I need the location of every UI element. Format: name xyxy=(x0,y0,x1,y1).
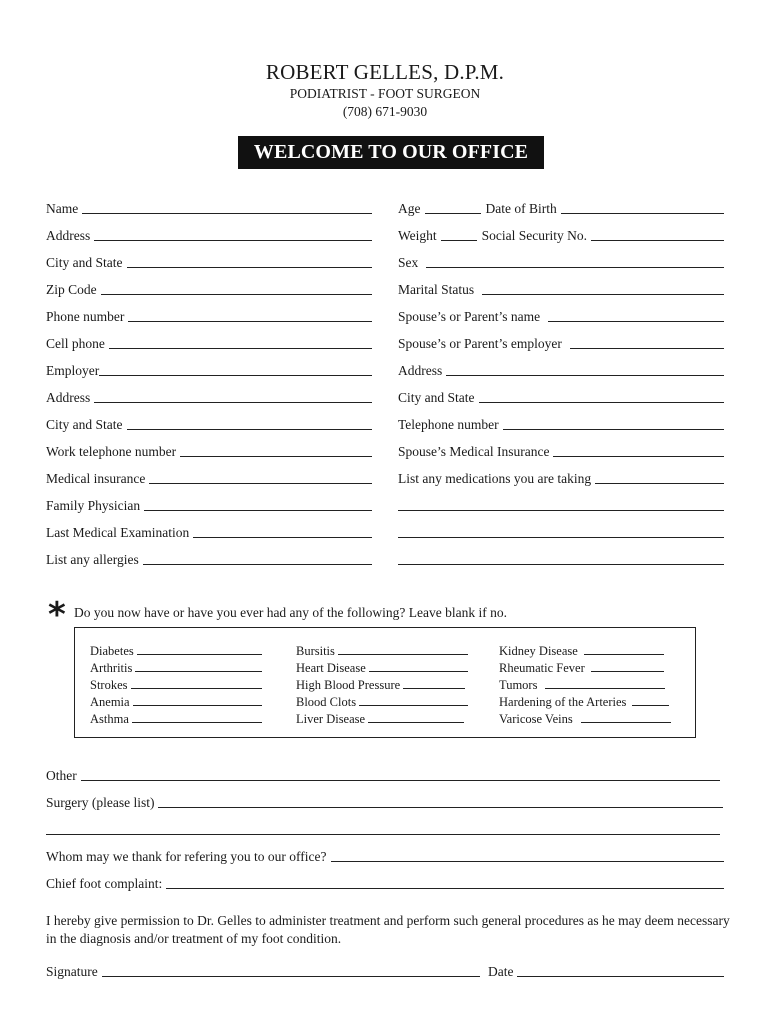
condition-line[interactable] xyxy=(403,687,465,689)
field-surgery[interactable] xyxy=(46,794,723,811)
condition-hardening-arteries[interactable] xyxy=(499,694,669,709)
field-zip[interactable] xyxy=(46,281,372,298)
condition-rheumatic-fever[interactable] xyxy=(499,660,664,675)
condition-label: Diabetes xyxy=(90,644,134,658)
field-spouse-insurance[interactable] xyxy=(398,443,724,460)
field-medications[interactable] xyxy=(398,470,724,487)
field-line[interactable] xyxy=(398,509,724,511)
field-medications-line-3[interactable] xyxy=(398,524,724,541)
field-employer[interactable] xyxy=(46,362,372,379)
field-allergies[interactable] xyxy=(46,551,372,568)
field-employer-address[interactable] xyxy=(46,389,372,406)
condition-asthma[interactable] xyxy=(90,711,262,726)
field-line[interactable] xyxy=(503,428,724,430)
condition-bursitis[interactable] xyxy=(296,643,468,658)
field-spouse-employer[interactable] xyxy=(398,335,724,352)
field-label: Signature xyxy=(46,964,98,979)
field-label: List any medications you are taking xyxy=(398,471,592,486)
field-line[interactable] xyxy=(570,347,724,349)
conditions-question: Do you now have or have you ever had any of the following? Leave blank if no. xyxy=(74,605,507,620)
field-label: Marital Status xyxy=(398,282,475,297)
field-line[interactable] xyxy=(166,887,724,889)
field-medical-insurance[interactable] xyxy=(46,470,372,487)
field-medications-line-4[interactable] xyxy=(398,551,724,568)
asterisk-icon: * xyxy=(48,595,66,635)
weight-line[interactable] xyxy=(441,239,477,241)
field-sex[interactable] xyxy=(398,254,724,271)
field-spouse-address[interactable] xyxy=(398,362,724,379)
field-label: Spouse’s or Parent’s employer xyxy=(398,336,562,351)
condition-kidney-disease[interactable] xyxy=(499,643,664,658)
condition-line[interactable] xyxy=(581,721,671,723)
field-spouse-name[interactable] xyxy=(398,308,724,325)
field-line[interactable] xyxy=(94,401,372,403)
field-date[interactable] xyxy=(488,963,724,980)
condition-label: Bursitis xyxy=(296,644,335,658)
field-label: Phone number xyxy=(46,309,125,324)
field-label: Whom may we thank for refering you to our office? xyxy=(46,849,327,864)
condition-label: Rheumatic Fever xyxy=(499,661,585,675)
field-telephone[interactable] xyxy=(398,416,724,433)
condition-label: Varicose Veins xyxy=(499,712,573,726)
dob-line[interactable] xyxy=(561,212,724,214)
field-label: Zip Code xyxy=(46,282,97,297)
field-label: Spouse’s or Parent’s name xyxy=(398,309,541,324)
condition-line[interactable] xyxy=(137,653,262,655)
field-label: Address xyxy=(398,363,443,378)
field-label: Cell phone xyxy=(46,336,105,351)
field-label-dob: Date of Birth xyxy=(485,201,557,216)
field-line[interactable] xyxy=(128,320,372,322)
condition-line[interactable] xyxy=(584,653,664,655)
field-line[interactable] xyxy=(446,374,724,376)
field-line[interactable] xyxy=(193,536,372,538)
condition-liver-disease[interactable] xyxy=(296,711,464,726)
condition-line[interactable] xyxy=(359,704,468,706)
field-line[interactable] xyxy=(127,266,373,268)
welcome-banner-text: WELCOME TO OUR OFFICE xyxy=(253,141,529,163)
field-line[interactable] xyxy=(158,806,723,808)
field-city-state[interactable] xyxy=(46,254,372,271)
field-family-physician[interactable] xyxy=(46,497,372,514)
field-label: Family Physician xyxy=(46,498,141,513)
field-spouse-city-state[interactable] xyxy=(398,389,724,406)
field-age-dob[interactable] xyxy=(398,200,724,217)
field-label: Date xyxy=(488,964,514,979)
field-label: Address xyxy=(46,228,91,243)
condition-line[interactable] xyxy=(632,704,669,706)
field-line[interactable] xyxy=(101,293,372,295)
condition-line[interactable] xyxy=(368,721,464,723)
field-line[interactable] xyxy=(548,320,724,322)
field-name[interactable] xyxy=(46,200,372,217)
condition-label: Hardening of the Arteries xyxy=(499,695,627,709)
condition-line[interactable] xyxy=(133,704,262,706)
field-label: Spouse’s Medical Insurance xyxy=(398,444,550,459)
condition-line[interactable] xyxy=(132,721,262,723)
condition-anemia[interactable] xyxy=(90,694,262,709)
field-chief-complaint[interactable] xyxy=(46,875,724,892)
field-label: Telephone number xyxy=(398,417,499,432)
field-line[interactable] xyxy=(82,212,372,214)
condition-label: Tumors xyxy=(499,678,538,692)
condition-label: Blood Clots xyxy=(296,695,357,709)
condition-line[interactable] xyxy=(369,670,468,672)
field-surgery-line-2[interactable] xyxy=(46,821,720,838)
field-address[interactable] xyxy=(46,227,372,244)
field-label: City and State xyxy=(398,390,475,405)
field-other[interactable] xyxy=(46,767,720,784)
age-line[interactable] xyxy=(425,212,481,214)
field-label: Last Medical Examination xyxy=(46,525,190,540)
field-marital-status[interactable] xyxy=(398,281,724,298)
field-label-weight: Weight xyxy=(398,228,437,243)
field-label: Name xyxy=(46,201,79,216)
field-referral[interactable] xyxy=(46,848,724,865)
condition-label: Strokes xyxy=(90,678,128,692)
condition-strokes[interactable] xyxy=(90,677,262,692)
condition-line[interactable] xyxy=(135,670,262,672)
field-line[interactable] xyxy=(143,563,372,565)
welcome-banner xyxy=(238,136,544,169)
field-line[interactable] xyxy=(479,401,725,403)
field-line[interactable] xyxy=(99,374,372,376)
field-line[interactable] xyxy=(482,293,724,295)
field-line[interactable] xyxy=(127,428,373,430)
field-line[interactable] xyxy=(553,455,724,457)
field-label: Medical insurance xyxy=(46,471,146,486)
condition-tumors[interactable] xyxy=(499,677,665,692)
field-line[interactable] xyxy=(180,455,372,457)
field-weight-ssn[interactable] xyxy=(398,227,724,244)
date-line[interactable] xyxy=(517,975,724,977)
field-label: City and State xyxy=(46,417,123,432)
field-label: Chief foot complaint: xyxy=(46,876,163,891)
consent-text: I hereby give permission to Dr. Gelles to administer treatment and perform such general procedures as he may deem necessary in the diagnosis and/or treatment of my foot condition. xyxy=(46,913,730,946)
field-label: Employer xyxy=(46,363,100,378)
field-line[interactable] xyxy=(149,482,372,484)
condition-heart-disease[interactable] xyxy=(296,660,468,675)
condition-line[interactable] xyxy=(131,687,263,689)
field-signature[interactable] xyxy=(46,963,480,980)
field-label: Other xyxy=(46,768,77,783)
condition-varicose-veins[interactable] xyxy=(499,711,671,726)
field-label-ssn: Social Security No. xyxy=(481,228,588,243)
conditions-box xyxy=(74,627,696,738)
field-line[interactable] xyxy=(398,563,724,565)
condition-label: Kidney Disease xyxy=(499,644,578,658)
condition-high-blood-pressure[interactable] xyxy=(296,677,465,692)
field-label-age: Age xyxy=(398,201,421,216)
field-label: Surgery (please list) xyxy=(46,795,155,810)
field-label: Sex xyxy=(398,255,419,270)
field-line[interactable] xyxy=(81,779,720,781)
doc-subtitle: PODIATRIST - FOOT SURGEON xyxy=(289,86,481,101)
field-label: List any allergies xyxy=(46,552,139,567)
field-line[interactable] xyxy=(398,536,724,538)
field-line[interactable] xyxy=(426,266,724,268)
field-label: City and State xyxy=(46,255,123,270)
field-label: Address xyxy=(46,390,91,405)
condition-blood-clots[interactable] xyxy=(296,694,468,709)
field-last-exam[interactable] xyxy=(46,524,372,541)
condition-label: Heart Disease xyxy=(296,661,366,675)
doc-phone: (708) 671-9030 xyxy=(342,104,428,119)
field-line[interactable] xyxy=(46,833,720,835)
field-cell-phone[interactable] xyxy=(46,335,372,352)
field-medications-line-2[interactable] xyxy=(398,497,724,514)
signature-line[interactable] xyxy=(102,975,480,977)
condition-line[interactable] xyxy=(591,670,664,672)
condition-arthritis[interactable] xyxy=(90,660,262,675)
condition-label: Asthma xyxy=(90,712,129,726)
condition-label: Anemia xyxy=(90,695,130,709)
condition-diabetes[interactable] xyxy=(90,643,262,658)
field-line[interactable] xyxy=(144,509,372,511)
condition-line[interactable] xyxy=(338,653,468,655)
doc-title: ROBERT GELLES, D.P.M. xyxy=(265,60,505,84)
field-line[interactable] xyxy=(331,860,724,862)
field-line[interactable] xyxy=(109,347,372,349)
field-work-phone[interactable] xyxy=(46,443,372,460)
field-employer-city-state[interactable] xyxy=(46,416,372,433)
condition-label: Liver Disease xyxy=(296,712,366,726)
field-label: Work telephone number xyxy=(46,444,177,459)
field-phone[interactable] xyxy=(46,308,372,325)
field-line[interactable] xyxy=(595,482,724,484)
condition-line[interactable] xyxy=(545,687,665,689)
condition-label: High Blood Pressure xyxy=(296,678,401,692)
condition-label: Arthritis xyxy=(90,661,133,675)
ssn-line[interactable] xyxy=(591,239,724,241)
field-line[interactable] xyxy=(94,239,372,241)
